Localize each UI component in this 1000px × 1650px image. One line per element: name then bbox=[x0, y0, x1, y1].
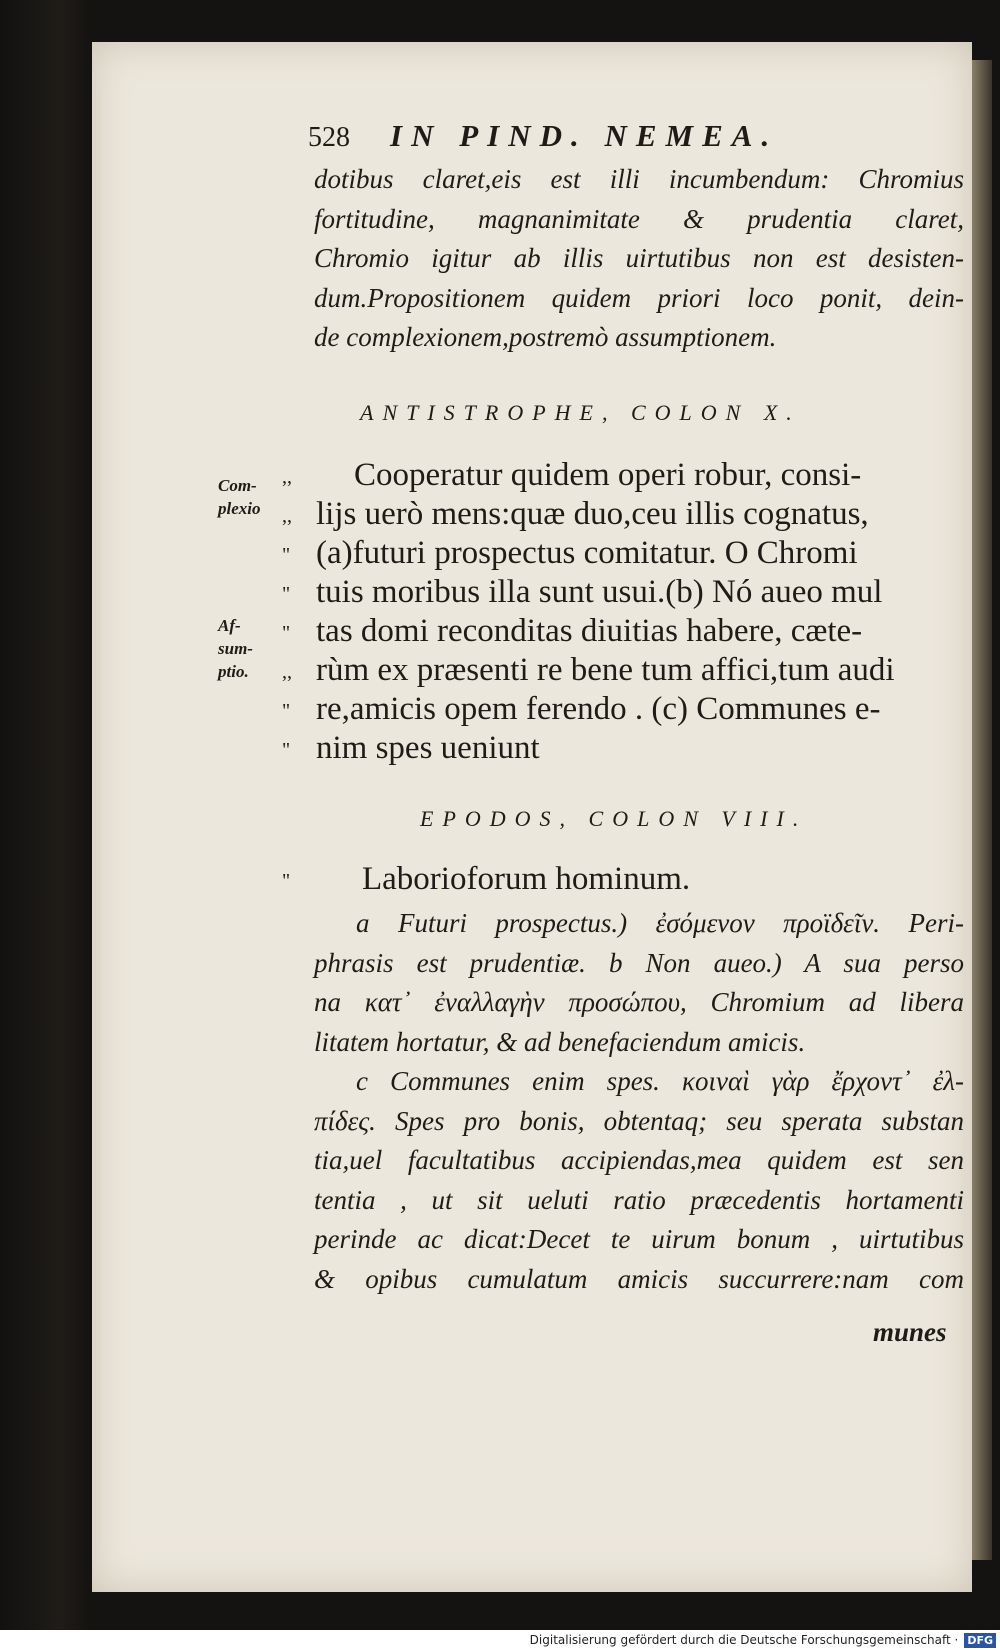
note-line: na κατ᾽ ἐναλλαγὴν προσώπου, Chromium ad libera bbox=[314, 987, 964, 1017]
intro-line: dum.Propositionem quidem priori loco ponit, dein- bbox=[314, 282, 964, 313]
note-line: phrasis est prudentiæ. b Non aueo.) A sua perso bbox=[314, 947, 964, 978]
verse-line: Cooperatur quidem operi robur, consi- bbox=[354, 457, 862, 493]
commentary-notes bbox=[314, 904, 964, 1299]
quote-mark: ,, bbox=[282, 466, 292, 488]
antistrophe-heading: ANTISTROPHE, COLON X. bbox=[360, 400, 801, 425]
note-line: c Communes enim spes. κοιναὶ γὰρ ἔρχοντ᾽ ἐλ- bbox=[356, 1066, 964, 1096]
margin-note-line: Af- bbox=[218, 616, 241, 635]
quote-mark: ,, bbox=[282, 505, 292, 527]
verse-line: nim spes ueniunt bbox=[316, 730, 540, 766]
funding-credit: Digitalisierung gefördert durch die Deutsche Forschungsgemeinschaft · bbox=[529, 1633, 959, 1647]
verse-line: tuis moribus illa sunt usui.(b) Nó aueo mul bbox=[316, 574, 883, 610]
margin-note-line: ptio. bbox=[218, 662, 249, 681]
intro-line: Chromio igitur ab illis uirtutibus non est desisten- bbox=[314, 243, 964, 273]
dfg-logo: DFG bbox=[964, 1633, 996, 1648]
antistrophe-quote-marks bbox=[282, 458, 312, 770]
epodos-quote-marks bbox=[282, 862, 312, 901]
page-number: 528 bbox=[308, 122, 350, 153]
margin-note-line: sum- bbox=[218, 639, 253, 658]
note-line: tia,uel facultatibus accipiendas,mea quidem est sen bbox=[314, 1145, 964, 1175]
verse-line: lijs uerò mens:quæ duo,ceu illis cognatus, bbox=[316, 496, 869, 532]
note-line: litatem hortatur, & ad benefaciendum amicis. bbox=[314, 1026, 806, 1057]
note-line: perinde ac dicat:Decet te uirum bonum , uirtutibus bbox=[314, 1224, 964, 1254]
verse-line: re,amicis opem ferendo . (c) Communes e- bbox=[316, 691, 881, 727]
intro-line: de complexionem,postremò assumptionem. bbox=[314, 322, 777, 352]
page-header bbox=[308, 118, 868, 158]
intro-paragraph bbox=[314, 160, 964, 358]
epodos-text bbox=[362, 860, 1000, 899]
footer-bar bbox=[0, 1630, 1000, 1650]
quote-mark: " bbox=[282, 544, 291, 566]
margin-note-line: Com- bbox=[218, 476, 257, 495]
catchword: munes bbox=[873, 1317, 947, 1347]
antistrophe-text bbox=[316, 456, 956, 768]
quote-mark: " bbox=[282, 739, 291, 761]
quote-mark: " bbox=[282, 622, 291, 644]
verse-line: (a)futuri prospectus comitatur. O Chromi bbox=[316, 535, 858, 571]
intro-line: fortitudine, magnanimitate & prudentia claret, bbox=[314, 203, 964, 234]
note-line: & opibus cumulatum amicis succurrere:nam com bbox=[314, 1263, 964, 1294]
quote-mark: ,, bbox=[282, 661, 292, 683]
intro-line: dotibus claret,eis est illi incumbendum: Chromius bbox=[314, 164, 964, 194]
margin-note-assumptio bbox=[218, 614, 253, 683]
verse-line: rùm ex præsenti re bene tum affici,tum audi bbox=[316, 652, 895, 688]
running-head: IN PIND. NEMEA. bbox=[390, 118, 779, 153]
margin-note-line: plexio bbox=[218, 499, 261, 518]
note-line: a Futuri prospectus.) ἐσόμενον προϊδεῖν. Peri- bbox=[356, 908, 964, 938]
margin-note-complexio bbox=[218, 474, 261, 520]
quote-mark: " bbox=[282, 870, 291, 892]
epodos-heading: EPODOS, COLON VIII. bbox=[420, 806, 808, 831]
verse-line: tas domi reconditas diuitias habere, cæte- bbox=[316, 613, 863, 649]
note-line: πίδες. Spes pro bonis, obtentaq; seu sperata substan bbox=[314, 1105, 964, 1136]
quote-mark: " bbox=[282, 700, 291, 722]
note-line: tentia , ut sit ueluti ratio præcedentis hortamenti bbox=[314, 1184, 964, 1215]
quote-mark: " bbox=[282, 583, 291, 605]
verse-line: Laborioforum hominum. bbox=[362, 861, 691, 897]
